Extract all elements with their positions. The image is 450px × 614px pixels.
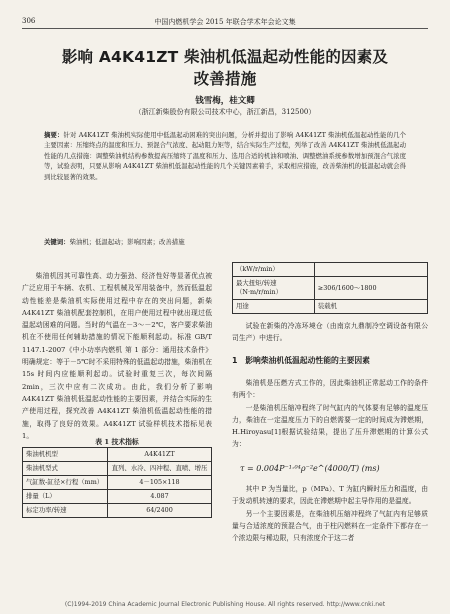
table-row (233, 263, 428, 277)
table-row (23, 504, 212, 518)
body-paragraph: 柴油机是压燃方式工作的，因此柴油机正常起动工作的条件有两个： (232, 379, 428, 400)
test-note-paragraph: 试验在新柴的冷冻环境仓（由南京九鼎制冷空调设备有限公司生产）中进行。 (232, 322, 428, 343)
section-heading: 1 影响柴油机低温起动性能的主要因素 (232, 356, 370, 365)
spec-table (22, 447, 212, 518)
test-note (232, 320, 428, 345)
table-cell: 标定功率/转速 (23, 504, 108, 518)
table-cell: 64/2400 (108, 504, 212, 518)
table-cell: 排量（L） (23, 490, 108, 504)
title-line-1: 影响 A4K41ZT 柴油机低温起动性能的因素及 (61, 48, 389, 66)
keywords-text: 柴油机；低温起动；影响因素；改善措施 (69, 238, 185, 246)
table-cell: 柴油机型式 (23, 462, 108, 476)
table1 (22, 447, 212, 518)
title-line-2: 改善措施 (193, 70, 257, 88)
section-body (232, 377, 428, 451)
table-cell: 装载机 (314, 300, 427, 314)
page-number: 306 (22, 17, 36, 25)
table-cell: 直列、水冷、四冲程、直喷、增压 (108, 462, 212, 476)
table-cell (314, 263, 427, 277)
paper-title (20, 46, 430, 90)
table-row (233, 300, 428, 314)
table-cell: 气缸数-缸径×行程（mm） (23, 476, 108, 490)
keywords (44, 237, 406, 247)
table-row (23, 490, 212, 504)
spec-table-continued (232, 262, 428, 314)
table-row (23, 462, 212, 476)
abstract-label: 摘要： (44, 131, 64, 139)
copyright-footer: (C)1994-2019 China Academic Journal Electronic Publishing House. All rights reserved. http://www.cnki.net (64, 601, 386, 608)
body-paragraph: 其中 P 为当量比，p（MPa）、T 为缸内瞬时压力和温度，由于发动机转速的要求，因此在滞燃期中起主导作用的是温度。 (232, 485, 428, 506)
authors: 钱雪梅，桂文卿 (195, 96, 255, 106)
running-header (22, 14, 428, 29)
keywords-label: 关键词： (44, 238, 70, 246)
affiliation: （浙江新柴股份有限公司技术中心，浙江新昌，312500） (134, 108, 316, 116)
table-cell: 4.087 (108, 490, 212, 504)
table-row (23, 476, 212, 490)
table-cell: ≥306/1600～1800 (314, 277, 427, 300)
table-row (23, 448, 212, 462)
table-cell: 柴油机机型 (23, 448, 108, 462)
intro-column (22, 270, 212, 442)
table1-continued (232, 262, 428, 314)
intro-paragraph: 柴油机因其可靠性高、动力强劲、经济性好等显著优点被广泛应用于车辆、农机、工程机械及军用装备中，然而低温起动性能差是柴油机实际使用过程中存在的突出问题，新柴 A4K41ZT 柴油机配套控制机，在用户使用过程中就出现过低温起动困难的问题。当时的气温在－3～－2℃，客户要求柴油机在不使用任何辅助措施的情况下能顺利起动。标准 GB/T 1147.1-2007《中小功率内燃机 第 1 部分：通用技术条件》明确规定：等于－5℃时不采用特殊的低温起动措施，柴油机在 15s 时间内应能顺利起动。试验时重复三次，每次间隔 2min，三次中应有二次成功。由此，我们分析了影响 A4K41ZT 柴油机低温起动性能的主要因素，并结合实际的生产使用过程，探究改善 A4K41ZT 柴油机低温起动性能的措施，取得了良好的效果。A4K41ZT 试验样机技术指标见表 1。 (22, 272, 212, 440)
table-cell: 最大扭矩/转速（N·m/r/min） (233, 277, 315, 300)
body-paragraph: 一是柴油机压缩冲程终了时气缸内的气体要有足够的温度压力，柴油在一定温度压力下的自燃需要一定的时间成为滞燃期，H.Hiroyasu[1]根据试验结果，提出了压升滞燃期的计算公式为： (232, 403, 428, 449)
body-paragraph: 另一个主要因素是，在柴油机压缩冲程终了气缸内有足够质量与合适浓度的预混合气，由于柱闪燃料在一定条件下都存在一个浓边限与稀边限，只有浓度介于这二者 (232, 509, 428, 543)
abstract-text: 针对 A4K41ZT 柴油机实际使用中低温起动困难的突出问题，分析并提出了影响 A4K41ZT 柴油机低温起动性能的几个主要因素：压缩终点的温度和压力、预混合气浓度、起动阻力矩等，结合实际生产过程，列举了改善 A4K41ZT 柴油机低温起动性能的几点措施：调整柴油机结构参数提高压缩终了温度和压力、选用合适的机油和喷油、调整燃油系统参数增加预混合气浓度等，试验表明，只要从影响 A4K41ZT 柴油机低温起动性能的几个关键因素着手，采取相应措施，改善柴油机的低温起动就会得到比较显著的效果。 (44, 131, 406, 181)
table-cell: （kW/r/min） (233, 263, 315, 277)
ignition-delay-equation: τ = 0.004P⁻¹·⁰⁴ρ⁻²e^(4000/T) (ms) (240, 464, 380, 473)
table-row (233, 277, 428, 300)
journal-title: 中国内燃机学会 2015 年联合学术年会论文集 (154, 18, 296, 26)
table1-caption: 表 1 技术指标 (95, 438, 139, 446)
table-cell: A4K41ZT (108, 448, 212, 462)
abstract (44, 130, 406, 182)
table-cell: 4－105×118 (108, 476, 212, 490)
section-body-continued (232, 483, 428, 544)
table-cell: 用途 (233, 300, 315, 314)
